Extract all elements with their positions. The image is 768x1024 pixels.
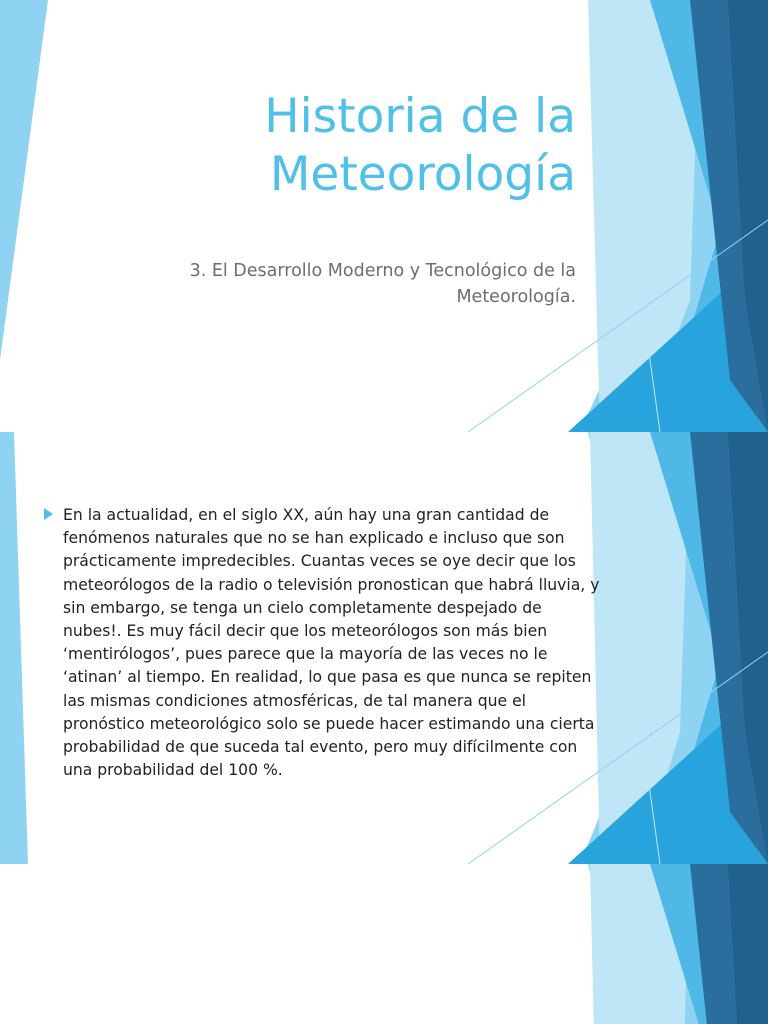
slide-subtitle: 3. El Desarrollo Moderno y Tecnológico de la Meteorología. xyxy=(189,261,576,307)
slide-title: Historia de la Meteorología xyxy=(264,89,576,202)
slide-decoration xyxy=(0,864,768,1024)
title-slide xyxy=(0,0,768,432)
partial-slide xyxy=(0,864,768,1024)
left-edge-shape xyxy=(0,432,28,864)
content-slide xyxy=(0,432,768,864)
triangle-bullet-icon xyxy=(44,508,53,520)
left-edge-shape xyxy=(0,0,48,360)
list-item xyxy=(44,504,604,782)
bullet-list xyxy=(44,504,604,782)
slide-decoration xyxy=(0,0,768,432)
bullet-text: En la actualidad, en el siglo XX, aún hay una gran cantidad de fenómenos naturales que no se han explicado e incluso que son prácticamente impredecibles. Cuantas veces se oye decir que los meteorólogos de la radio o televisión pronostican que habrá lluvia, y sin embargo, se tenga un cielo completamente despejado de nubes!. Es muy fácil decir que los meteorólogos son más bien ‘mentirólogos’, pues parece que la mayoría de las veces no le ‘atinan’ al tiempo. En realidad, lo que pasa es que nunca se repiten las mismas condiciones atmosféricas, de tal manera que el pronóstico meteorológico solo se puede hacer estimando una cierta probabilidad de que suceda tal evento, pero muy difícilmente con una probabilidad del 100 %. xyxy=(63,506,600,780)
